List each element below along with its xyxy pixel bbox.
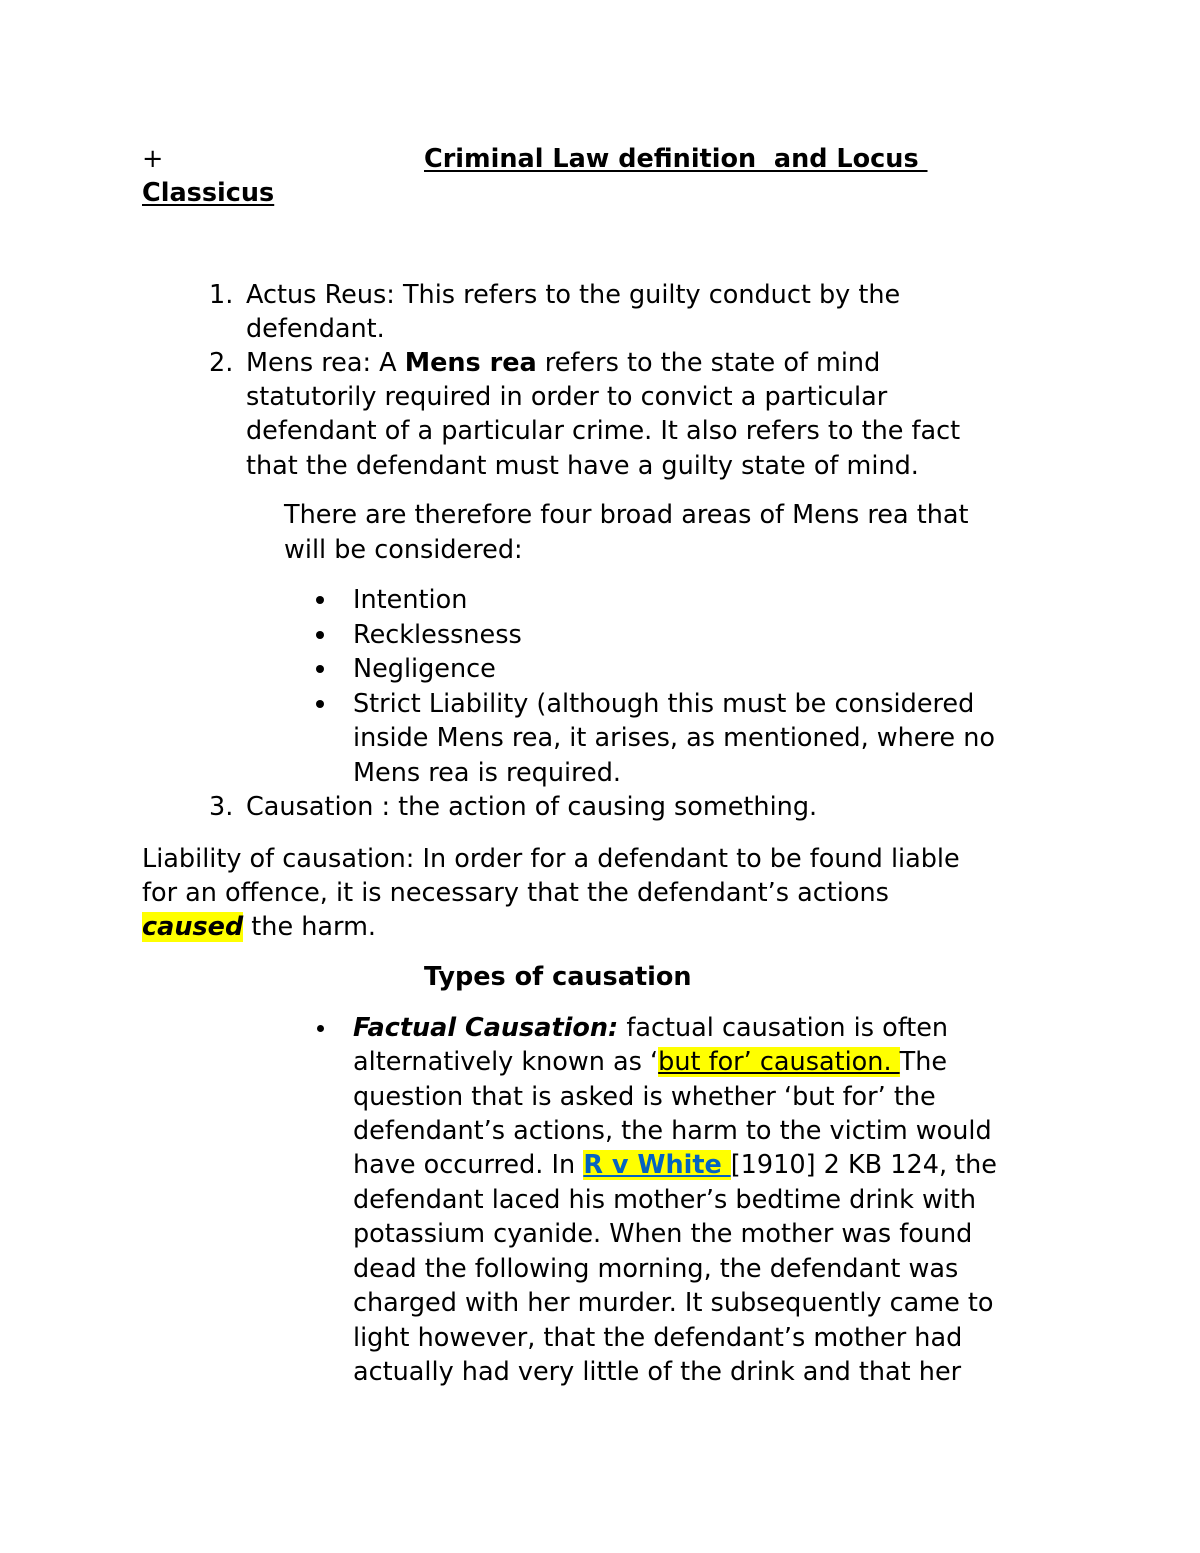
factual-line2-prefix: alternatively known as ‘ bbox=[353, 1047, 659, 1077]
factual-line1-rest: factual causation is often bbox=[618, 1013, 949, 1043]
list-number-3: 3. bbox=[209, 792, 234, 822]
liability-line2: for an offence, it is necessary that the defendant’s actions bbox=[142, 878, 889, 908]
mens-rea-bold-term: Mens rea bbox=[404, 348, 537, 378]
factual-line3: question that is asked is whether ‘but for’ the bbox=[353, 1082, 936, 1112]
factual-line4: defendant’s actions, the harm to the victim would bbox=[353, 1116, 992, 1146]
factual-line2 bbox=[353, 1045, 947, 1080]
actus-reus-line1: Actus Reus: This refers to the guilty conduct by the bbox=[246, 280, 901, 310]
mens-rea-line3: defendant of a particular crime. It also refers to the fact bbox=[246, 416, 961, 446]
liability-line3 bbox=[142, 910, 376, 945]
liability-line1: Liability of causation: In order for a defendant to be found liable bbox=[142, 844, 960, 874]
area-strict-liability-line2: inside Mens rea, it arises, as mentioned, where no bbox=[353, 723, 995, 753]
list-number-2: 2. bbox=[209, 348, 234, 378]
areas-intro-line2: will be considered: bbox=[284, 535, 523, 565]
factual-line8: dead the following morning, the defendant was bbox=[353, 1254, 959, 1284]
factual-line7: potassium cyanide. When the mother was found bbox=[353, 1219, 973, 1249]
mens-rea-line2: statutorily required in order to convict a particular bbox=[246, 382, 888, 412]
factual-line5-prefix: have occurred. In bbox=[353, 1150, 584, 1180]
factual-line5-suffix: [1910] 2 KB 124, the bbox=[730, 1150, 997, 1180]
r-v-white-link[interactable]: R v White bbox=[583, 1150, 731, 1180]
caused-highlight: caused bbox=[142, 912, 244, 942]
liability-line3-rest: the harm. bbox=[243, 912, 377, 942]
bullet-icon bbox=[316, 631, 324, 639]
area-negligence: Negligence bbox=[353, 654, 496, 684]
area-recklessness: Recklessness bbox=[353, 620, 522, 650]
factual-line2-suffix: The bbox=[899, 1047, 948, 1077]
mens-rea-prefix: Mens rea: A bbox=[246, 348, 405, 378]
but-for-highlight: but for’ causation. bbox=[658, 1047, 900, 1077]
factual-line6: defendant laced his mother’s bedtime drink with bbox=[353, 1185, 977, 1215]
factual-line5 bbox=[353, 1148, 997, 1183]
factual-label: Factual Causation: bbox=[353, 1013, 619, 1043]
page-title-line2: Classicus bbox=[142, 178, 275, 208]
area-intention: Intention bbox=[353, 585, 468, 615]
bullet-icon bbox=[316, 596, 324, 604]
mens-rea-line4: that the defendant must have a guilty state of mind. bbox=[246, 451, 919, 481]
list-number-1: 1. bbox=[209, 280, 234, 310]
factual-line1 bbox=[353, 1011, 948, 1046]
page-title-line1: Criminal Law definition and Locus bbox=[424, 144, 928, 174]
actus-reus-line2: defendant. bbox=[246, 314, 385, 344]
areas-intro-line1: There are therefore four broad areas of Mens rea that bbox=[284, 500, 969, 530]
area-strict-liability-line3: Mens rea is required. bbox=[353, 758, 622, 788]
bullet-icon bbox=[317, 1025, 324, 1032]
bullet-icon bbox=[316, 700, 324, 708]
mens-rea-suffix: refers to the state of mind bbox=[536, 348, 881, 378]
area-strict-liability-line1: Strict Liability (although this must be considered bbox=[353, 689, 975, 719]
bullet-icon bbox=[316, 665, 324, 673]
mens-rea-line1 bbox=[246, 346, 880, 381]
factual-line9: charged with her murder. It subsequently came to bbox=[353, 1288, 994, 1318]
plus-mark: + bbox=[142, 144, 164, 174]
factual-line10: light however, that the defendant’s mother had bbox=[353, 1323, 963, 1353]
factual-line11: actually had very little of the drink and that her bbox=[353, 1357, 962, 1387]
types-heading: Types of causation bbox=[424, 962, 692, 992]
causation-definition: Causation : the action of causing something. bbox=[246, 792, 818, 822]
